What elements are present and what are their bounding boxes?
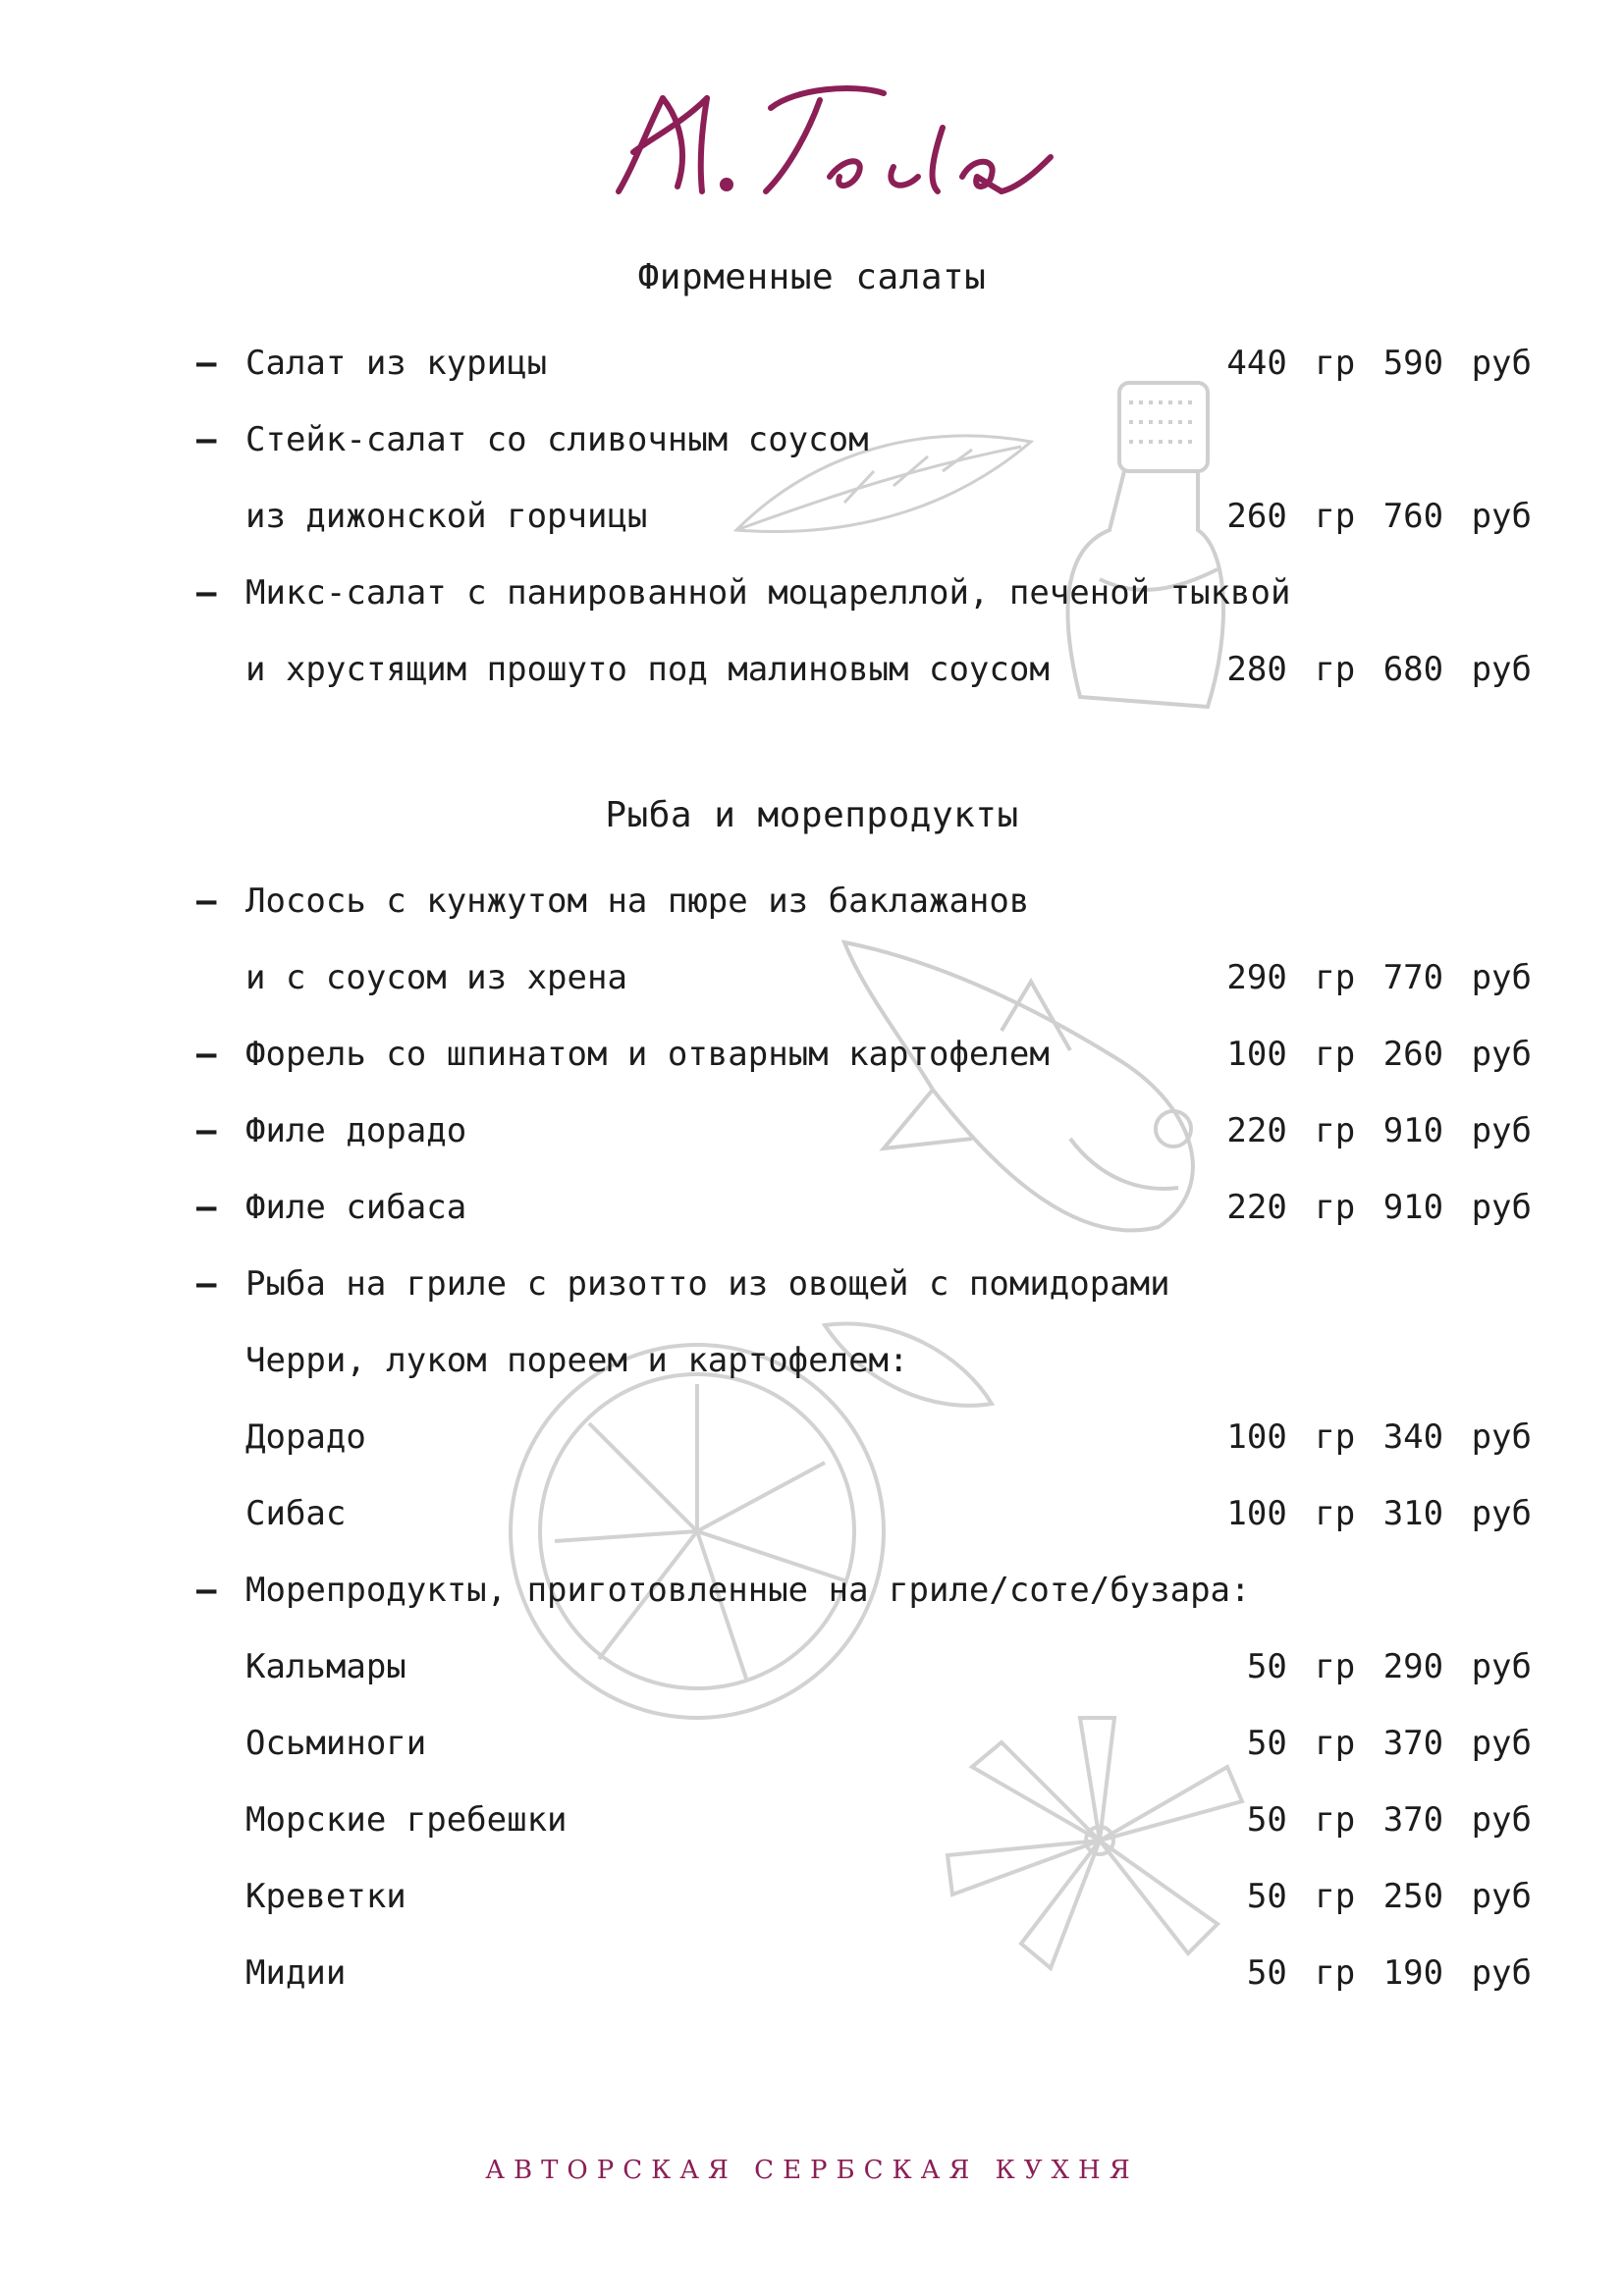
menu-item-name: Морские гребешки [245,1800,568,1840]
menu-item-cost: 290 руб [1382,1647,1532,1686]
menu-item-name: Кальмары [245,1647,406,1686]
menu-item-weight: 220 гр [1226,1188,1356,1227]
menu-item-name: Сибас [245,1494,347,1533]
menu-item-name: Форель со шпинатом и отварным картофелем [245,1035,1050,1074]
bullet-dash: – [196,1264,217,1304]
menu-item [196,1025,1532,1084]
menu-item [196,872,1532,931]
section-title-seafood: Рыба и морепродукты [605,795,1019,835]
menu-item [196,1867,1532,1926]
menu-item [196,1790,1532,1849]
menu-item-price [1247,1714,1532,1773]
menu-item-cost: 340 руб [1382,1417,1532,1457]
menu-item-price [1247,1637,1532,1696]
menu-item-cost: 260 руб [1382,1035,1532,1074]
menu-item [196,1637,1532,1696]
menu-item-weight: 220 гр [1226,1111,1356,1150]
menu-item-continuation [196,948,1532,1007]
menu-item-name: Дорадо [245,1417,366,1457]
menu-item [196,1178,1532,1237]
menu-item-continuation [196,487,1532,546]
menu-item [196,1561,1532,1620]
menu-item-weight: 50 гр [1246,1800,1356,1840]
menu-item-weight: 100 гр [1226,1417,1356,1457]
menu-item-price [1226,640,1532,699]
bullet-dash: – [196,1188,217,1227]
menu-item-weight: 100 гр [1226,1035,1356,1074]
bullet-dash: – [196,881,217,921]
menu-item [196,1484,1532,1543]
menu-item-price [1226,1178,1532,1237]
menu-item-weight: 290 гр [1226,958,1356,997]
menu-item [196,1408,1532,1467]
menu-item-name: и хрустящим прошуто под малиновым соусом [245,650,1050,689]
menu-item-weight: 50 гр [1246,1647,1356,1686]
menu-item-name: Осьминоги [245,1724,427,1763]
menu-item-weight: 50 гр [1246,1724,1356,1763]
menu-item-cost: 250 руб [1382,1877,1532,1916]
menu-item-cost: 310 руб [1382,1494,1532,1533]
menu-item-cost: 770 руб [1382,958,1532,997]
menu-item-price [1226,1408,1532,1467]
menu-item-weight: 440 гр [1226,344,1356,383]
menu-item-weight: 50 гр [1246,1877,1356,1916]
menu-item-name: Филе сибаса [245,1188,467,1227]
menu-item-price [1226,487,1532,546]
menu-item-cost: 370 руб [1382,1724,1532,1763]
menu-item [196,1944,1532,2002]
bullet-dash: – [196,1035,217,1074]
bullet-dash: – [196,1571,217,1610]
bullet-dash: – [196,1111,217,1150]
menu-item-price [1247,1944,1532,2002]
menu-item [196,1255,1532,1313]
menu-item-price [1247,1790,1532,1849]
menu-item-name: Черри, луком пореем и картофелем: [245,1341,909,1380]
menu-item-name: Салат из курицы [245,344,548,383]
menu-item-name: Креветки [245,1877,406,1916]
bullet-dash: – [196,573,217,613]
footer-tagline: АВТОРСКАЯ СЕРБСКАЯ КУХНЯ [485,2156,1139,2185]
menu-item-weight: 280 гр [1226,650,1356,689]
menu-item-price [1226,1025,1532,1084]
menu-item-cost: 370 руб [1382,1800,1532,1840]
menu-item-price [1226,948,1532,1007]
menu-item-name: и с соусом из хрена [245,958,627,997]
menu-item-price [1226,1101,1532,1160]
bullet-dash: – [196,344,217,383]
menu-item-weight: 50 гр [1246,1953,1356,1993]
menu-item-name: Микс-салат с панированной моцареллой, печеной тыквой [245,573,1291,613]
menu-item [196,563,1532,622]
menu-item [196,410,1532,469]
restaurant-logo [609,69,1060,206]
menu-item-price [1226,334,1532,393]
menu-item-name: Мидии [245,1953,347,1993]
menu-item-continuation [196,640,1532,699]
section-title-salads: Фирменные салаты [637,257,987,297]
bullet-dash: – [196,420,217,459]
menu-item-name: Филе дорадо [245,1111,467,1150]
menu-item-cost: 190 руб [1382,1953,1532,1993]
menu-item-price [1247,1867,1532,1926]
menu-item-weight: 260 гр [1226,497,1356,536]
menu-item-name: Морепродукты, приготовленные на гриле/соте/бузара: [245,1571,1251,1610]
menu-item [196,1101,1532,1160]
menu-item-cost: 760 руб [1382,497,1532,536]
menu-item-price [1226,1484,1532,1543]
menu-item-cost: 910 руб [1382,1188,1532,1227]
menu-item [196,1714,1532,1773]
menu-item [196,334,1532,393]
menu-item-name: Лосось с кунжутом на пюре из баклажанов [245,881,1030,921]
menu-item-cost: 910 руб [1382,1111,1532,1150]
menu-item-continuation [196,1331,1532,1390]
menu-item-name: из дижонской горчицы [245,497,648,536]
menu-item-name: Стейк-салат со сливочным соусом [245,420,869,459]
menu-item-cost: 590 руб [1382,344,1532,383]
menu-item-cost: 680 руб [1382,650,1532,689]
menu-item-name: Рыба на гриле с ризотто из овощей с помидорами [245,1264,1170,1304]
menu-item-weight: 100 гр [1226,1494,1356,1533]
